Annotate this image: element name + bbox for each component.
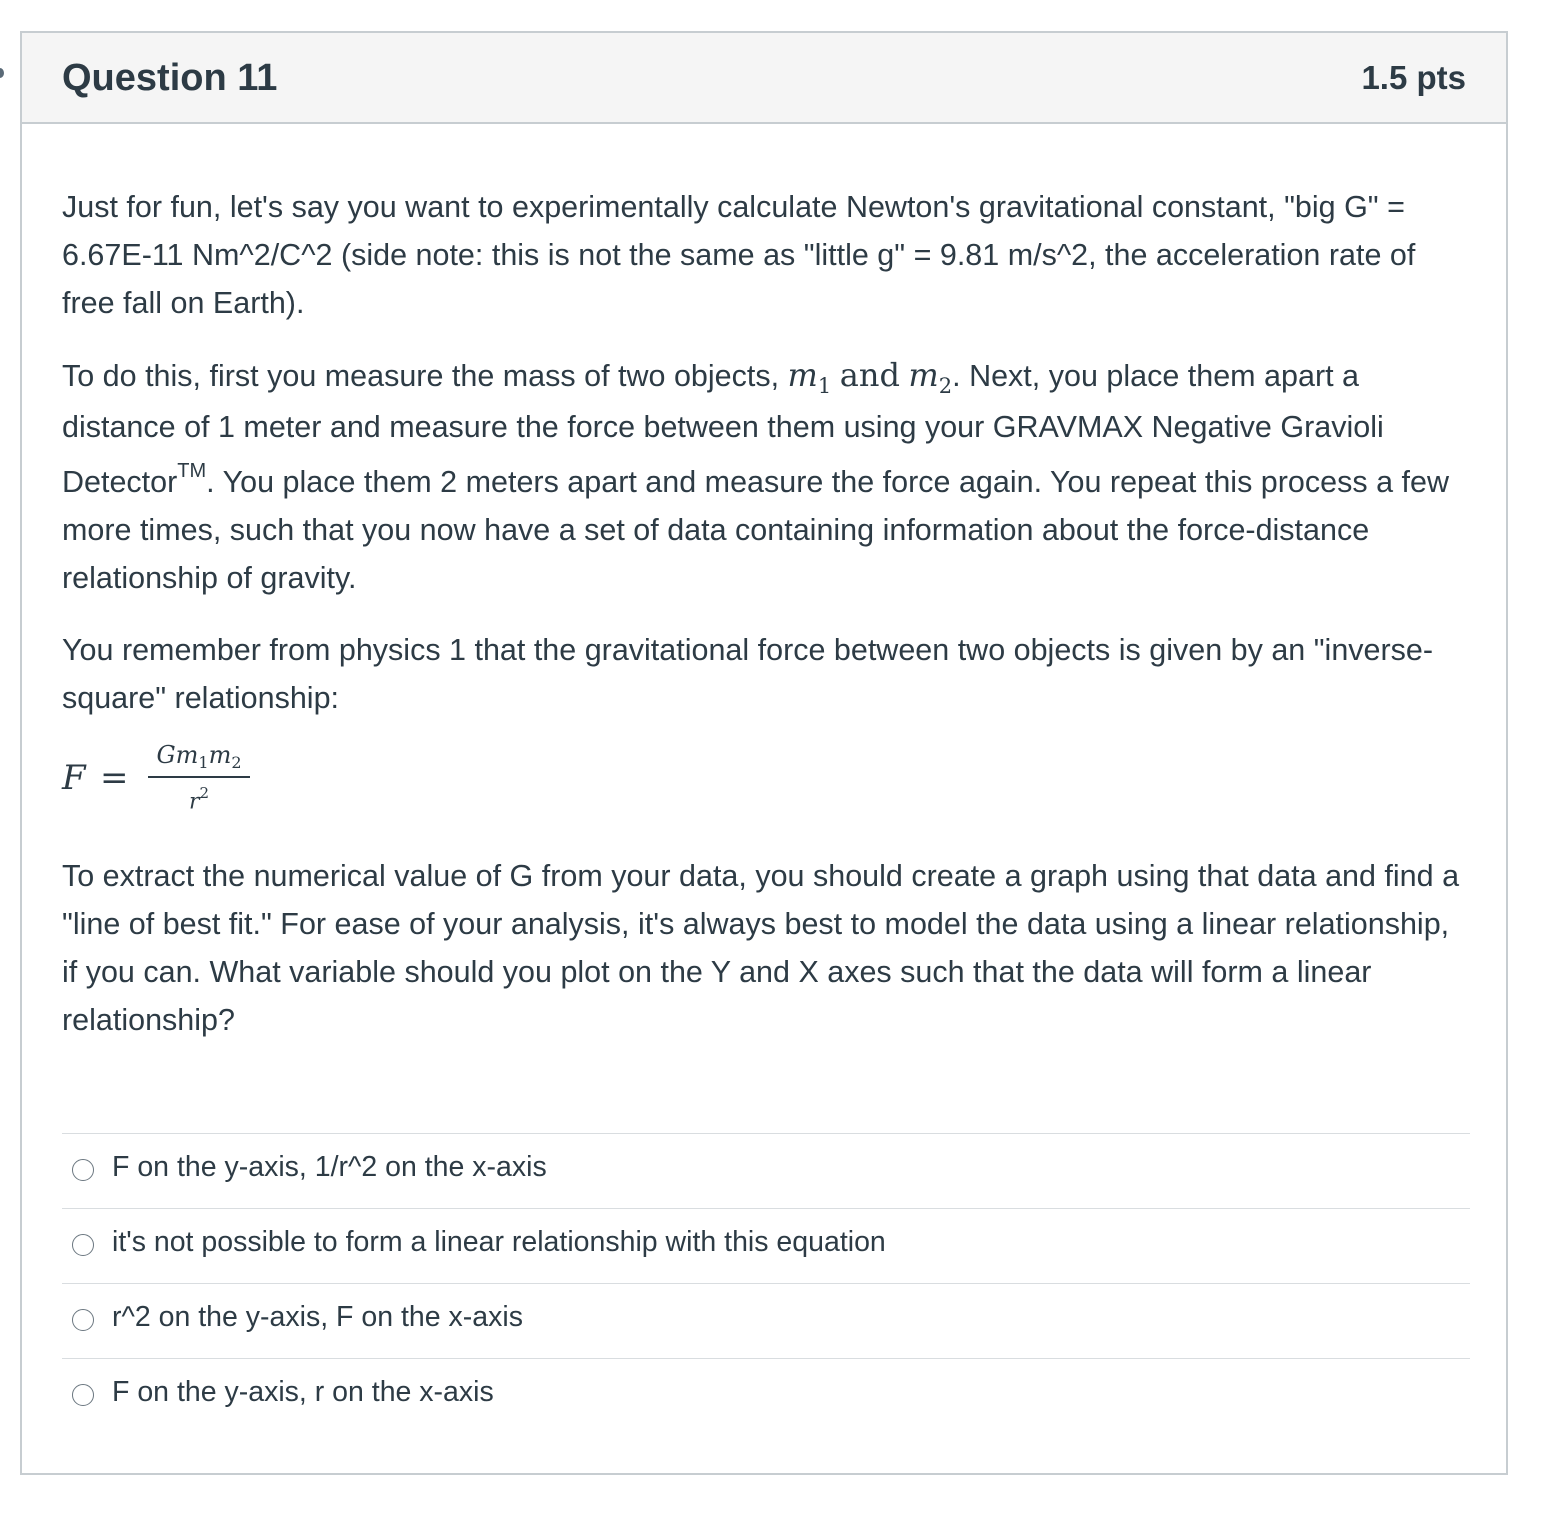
- question-paragraph-1: Just for fun, let's say you want to experimentally calculate Newton's gravitational constant, "big G" = 6.67E-11 Nm^2/C^2 (side note: this is not the same as "little g" = 9.81 m/s^2, the acceleration rate of free fall on Earth).: [62, 190, 1416, 320]
- answer-list: [62, 1133, 1470, 1433]
- answer-2-label[interactable]: it's not possible to form a linear relationship with this equation: [112, 1226, 886, 1258]
- trademark-mark: TM: [177, 460, 207, 482]
- math-and: and: [839, 356, 900, 394]
- question-paragraph-3: You remember from physics 1 that the gravitational force between two objects is given by an "inverse-square" relationship:: [62, 633, 1434, 716]
- answer-4-label[interactable]: F on the y-axis, r on the x-axis: [112, 1376, 494, 1408]
- question-header: [22, 33, 1506, 124]
- math-m1-subscript: 1: [817, 374, 832, 398]
- question-body: [62, 183, 1472, 1068]
- answer-3-label[interactable]: r^2 on the y-axis, F on the x-axis: [112, 1301, 523, 1333]
- answer-3-radio[interactable]: [72, 1309, 94, 1331]
- formula-m1: m: [175, 741, 199, 770]
- paragraph-2-end: . You place them 2 meters apart and measure the force again. You repeat this process a few more times, such that you now have a set of data containing information about the force-distance relationship of gravity.: [62, 465, 1449, 596]
- formula-m2-subscript: 2: [231, 753, 242, 773]
- formula-denominator: [148, 782, 250, 815]
- paragraph-2-middle: . Next, you place them apart a distance of 1 meter and measure the force between them using your GRAVMAX Negative Gravioli Detector: [62, 359, 1384, 500]
- question-points: 1.5 pts: [1361, 59, 1466, 96]
- answer-option-2[interactable]: [62, 1208, 1470, 1283]
- answer-2-radio[interactable]: [72, 1234, 94, 1256]
- answer-1-label[interactable]: F on the y-axis, 1/r^2 on the x-axis: [112, 1151, 547, 1183]
- answer-option-4[interactable]: [62, 1358, 1470, 1433]
- formula-m1-subscript: 1: [198, 753, 209, 773]
- answer-1-radio[interactable]: [72, 1159, 94, 1181]
- math-m2-subscript: 2: [938, 374, 953, 398]
- formula-lhs: F: [62, 758, 86, 799]
- edge-marker: [0, 68, 4, 78]
- question-paragraph-2: [62, 351, 1472, 602]
- question-title: Question 11: [62, 57, 278, 99]
- question-card: [20, 31, 1508, 1475]
- formula-r: r: [188, 789, 200, 815]
- formula-fraction: [148, 740, 250, 815]
- formula-fraction-bar: [148, 776, 250, 778]
- paragraph-2-intro: To do this, first you measure the mass of two objects,: [62, 359, 788, 393]
- answer-option-3[interactable]: [62, 1283, 1470, 1358]
- formula-r-exponent: 2: [199, 784, 210, 803]
- answer-4-radio[interactable]: [72, 1384, 94, 1406]
- math-m1: m: [787, 356, 818, 394]
- gravity-formula: [62, 741, 1472, 818]
- math-m2: m: [908, 356, 939, 394]
- formula-G: G: [156, 741, 176, 770]
- answer-option-1[interactable]: [62, 1133, 1470, 1208]
- formula-equals: =: [100, 758, 129, 799]
- question-paragraph-4: To extract the numerical value of G from your data, you should create a graph using that data and find a "line of best fit." For ease of your analysis, it's always best to model the data using a linear relationship, if you can. What variable should you plot on the Y and X axes such that the data will form a linear relationship?: [62, 859, 1460, 1038]
- formula-numerator: [148, 740, 250, 773]
- formula-m2: m: [208, 741, 232, 770]
